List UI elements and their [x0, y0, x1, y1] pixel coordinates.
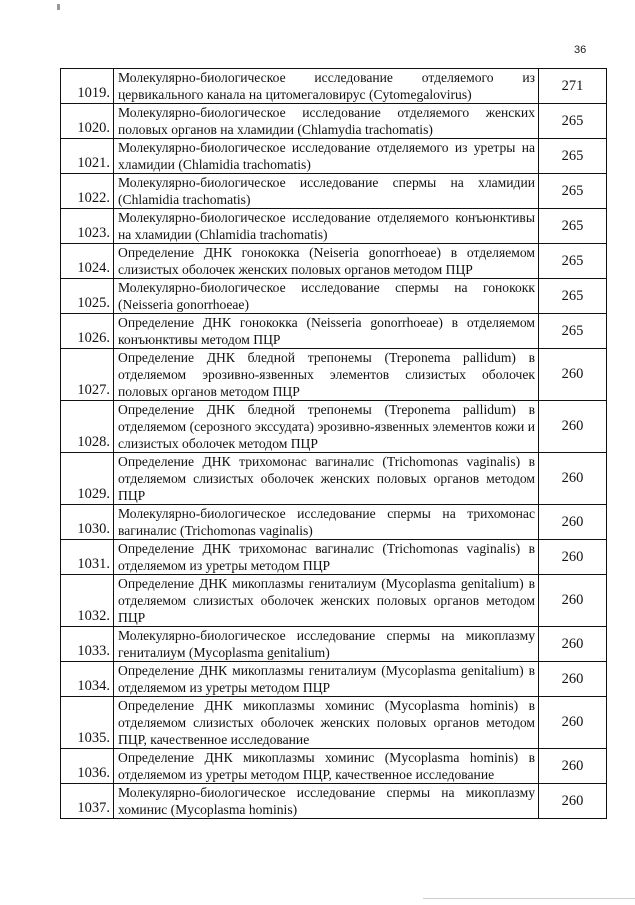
table-row: [61, 697, 607, 749]
service-price: 265: [539, 244, 607, 279]
service-description: Молекулярно-биологическое исследование отделяемого из цервикального канала на цитомегаловирус (Cytomegalovirus): [114, 69, 539, 104]
row-number: 1033.: [61, 627, 114, 662]
row-number: 1020.: [61, 104, 114, 139]
service-description: Молекулярно-биологическое исследование отделяемого из уретры на хламидии (Chlamidia trachomatis): [114, 139, 539, 174]
table-row: [61, 784, 607, 819]
row-number: 1028.: [61, 401, 114, 453]
service-description: Определение ДНК бледной трепонемы (Treponema pallidum) в отделяемом эрозивно-язвенных элементов слизистых оболочек половых органов методом ПЦР: [114, 349, 539, 401]
services-price-table: [60, 68, 607, 819]
service-description: Определение ДНК гонококка (Neiseria gonorrhoeae) в отделяемом слизистых оболочек женских половых органов методом ПЦР: [114, 244, 539, 279]
row-number: 1025.: [61, 279, 114, 314]
table-row: [61, 244, 607, 279]
service-description: Молекулярно-биологическое исследование спермы на хламидии (Chlamidia trachomatis): [114, 174, 539, 209]
service-price: 260: [539, 662, 607, 697]
service-price: 265: [539, 314, 607, 349]
row-number: 1035.: [61, 697, 114, 749]
service-price: 260: [539, 349, 607, 401]
service-description: Определение ДНК гонококка (Neisseria gonorrhoeae) в отделяемом конъюнктивы методом ПЦР: [114, 314, 539, 349]
row-number: 1019.: [61, 69, 114, 104]
table-row: [61, 453, 607, 505]
service-description: Молекулярно-биологическое исследование спермы на микоплазму хоминис (Mycoplasma hominis): [114, 784, 539, 819]
service-price: 265: [539, 279, 607, 314]
service-description: Определение ДНК микоплазмы гениталиум (Mycoplasma genitalium) в отделяемом слизистых оболочек женских половых органов методом ПЦР: [114, 575, 539, 627]
row-number: 1031.: [61, 540, 114, 575]
table-row: [61, 104, 607, 139]
scan-mark: [57, 4, 60, 10]
table-row: [61, 174, 607, 209]
table-row: [61, 279, 607, 314]
service-price: 260: [539, 401, 607, 453]
service-price: 260: [539, 697, 607, 749]
service-price: 271: [539, 69, 607, 104]
service-description: Молекулярно-биологическое исследование спермы на трихомонас вагиналис (Trichomonas vaginalis): [114, 505, 539, 540]
table-row: [61, 749, 607, 784]
row-number: 1023.: [61, 209, 114, 244]
service-description: Молекулярно-биологическое исследование отделяемого конъюнктивы на хламидии (Chlamidia trachomatis): [114, 209, 539, 244]
service-description: Молекулярно-биологическое исследование спермы на микоплазму гениталиум (Mycoplasma genitalium): [114, 627, 539, 662]
row-number: 1022.: [61, 174, 114, 209]
service-price: 260: [539, 575, 607, 627]
table-row: [61, 575, 607, 627]
service-price: 265: [539, 209, 607, 244]
service-price: 260: [539, 627, 607, 662]
table-row: [61, 505, 607, 540]
service-description: Определение ДНК трихомонас вагиналис (Trichomonas vaginalis) в отделяемом из уретры методом ПЦР: [114, 540, 539, 575]
service-description: Определение ДНК микоплазмы хоминис (Mycoplasma hominis) в отделяемом из уретры методом ПЦР, качественное исследование: [114, 749, 539, 784]
table-row: [61, 349, 607, 401]
row-number: 1027.: [61, 349, 114, 401]
service-description: Определение ДНК трихомонас вагиналис (Trichomonas vaginalis) в отделяемом слизистых оболочек женских половых органов методом ПЦР: [114, 453, 539, 505]
table-row: [61, 401, 607, 453]
service-price: 260: [539, 505, 607, 540]
table-row: [61, 139, 607, 174]
row-number: 1029.: [61, 453, 114, 505]
table-row: [61, 314, 607, 349]
row-number: 1024.: [61, 244, 114, 279]
table-row: [61, 540, 607, 575]
row-number: 1037.: [61, 784, 114, 819]
row-number: 1026.: [61, 314, 114, 349]
row-number: 1021.: [61, 139, 114, 174]
table-row: [61, 69, 607, 104]
table-row: [61, 662, 607, 697]
page-number: 36: [574, 44, 587, 56]
service-price: 265: [539, 174, 607, 209]
service-description: Определение ДНК бледной трепонемы (Treponema pallidum) в отделяемом (серозного экссудата) эрозивно-язвенных элементов кожи и слизистых оболочек методом ПЦР: [114, 401, 539, 453]
service-description: Определение ДНК микоплазмы гениталиум (Mycoplasma genitalium) в отделяемом из уретры методом ПЦР: [114, 662, 539, 697]
row-number: 1030.: [61, 505, 114, 540]
row-number: 1036.: [61, 749, 114, 784]
table-row: [61, 209, 607, 244]
service-price: 260: [539, 784, 607, 819]
service-price: 260: [539, 453, 607, 505]
service-price: 265: [539, 139, 607, 174]
row-number: 1034.: [61, 662, 114, 697]
row-number: 1032.: [61, 575, 114, 627]
service-description: Молекулярно-биологическое исследование отделяемого женских половых органов на хламидии (Chlamydia trachomatis): [114, 104, 539, 139]
service-description: Определение ДНК микоплазмы хоминис (Mycoplasma hominis) в отделяемом слизистых оболочек женских половых органов методом ПЦР, качественное исследование: [114, 697, 539, 749]
service-price: 260: [539, 540, 607, 575]
table-row: [61, 627, 607, 662]
scan-edge-line: [423, 898, 635, 899]
service-price: 260: [539, 749, 607, 784]
service-description: Молекулярно-биологическое исследование спермы на гонококк (Neisseria gonorrhoeae): [114, 279, 539, 314]
table-body: [61, 69, 607, 819]
service-price: 265: [539, 104, 607, 139]
